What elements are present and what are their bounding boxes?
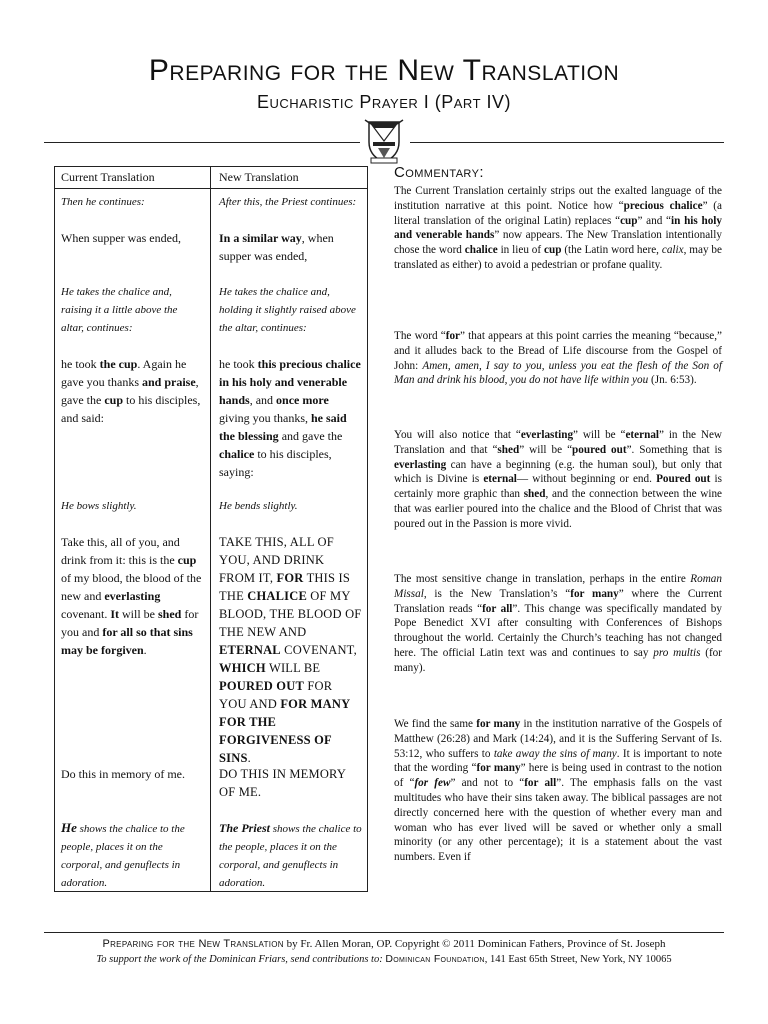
current-row-1: When supper was ended,	[61, 231, 181, 245]
new-row-2: He takes the chalice and, holding it slightly raised above the altar, continues:	[219, 286, 356, 334]
commentary-paragraph-4: The most sensitive change in translation, perhaps in the entire Roman Missal, is the New Translation’s “for many” where the Current Translation reads “for all”. This change was specifically mandated by Pope Benedict XVI after consulting with Conferences of Bishops throughout the world. Certainly the Church’s teaching has not changed here. The official Latin text was and continues to say pro multis (for many).	[394, 573, 723, 674]
new-row-4: He bends slightly.	[219, 500, 298, 512]
header-rule-right	[410, 142, 724, 143]
page-subtitle: Eucharistic Prayer I (Part IV)	[256, 92, 512, 112]
current-row-0: Then he continues:	[61, 196, 145, 208]
table-header-divider	[55, 188, 367, 189]
header-new-translation: New Translation	[219, 170, 299, 184]
new-row-6: DO THIS IN MEMORY OF ME.	[219, 767, 346, 799]
header-current-translation: Current Translation	[61, 170, 155, 184]
current-row-3: he took the cup. Again he gave you thanks and praise, gave the cup to his disciples, and said:	[61, 357, 201, 425]
current-row-2: He takes the chalice and, raising it a little above the altar, continues:	[61, 286, 178, 334]
translation-table	[54, 166, 368, 892]
page-title: Preparing for the New Translation	[148, 54, 620, 87]
new-row-1: In a similar way, when supper was ended,	[219, 231, 334, 263]
dominican-crest-icon	[363, 118, 405, 164]
footer-contribution: To support the work of the Dominican Friars, send contributions to: Dominican Foundation, 141 East 65th Street, New York, NY 10065	[96, 953, 672, 965]
new-row-0: After this, the Priest continues:	[219, 196, 357, 208]
commentary-paragraph-5: We find the same for many in the institution narrative of the Gospels of Matthew (26:28) and Mark (14:24), and it is the Suffering Servant of Is. 53:12, who suffers to take away the sins of many. It is important to note that the wording “for many” here is being used in contrast to the notion of “for few” and not to “for all”. The emphasis falls on the vast multitudes who have their sins taken away. The biblical passages are not directly concerned here with the question of whether every man and woman who has ever lived will be saved or whether only a small minority (or any other percentage); it is a statement about the vast numbers. Even if	[394, 718, 723, 864]
new-row-7: The Priest shows the chalice to the people, places it on the corporal, and genuflects in adoration.	[219, 821, 362, 889]
table-column-divider	[210, 167, 211, 891]
new-row-5: TAKE THIS, ALL OF YOU, AND DRINK FROM IT, FOR THIS IS THE CHALICE OF MY BLOOD, THE BLOOD OF THE NEW AND ETERNAL COVENANT, WHICH WILL BE POURED OUT FOR YOU AND FOR MANY FOR THE FORGIVENESS OF SINS.	[219, 535, 362, 765]
current-row-7: He shows the chalice to the people, places it on the corporal, and genuflects in adoration.	[61, 820, 185, 889]
commentary-paragraph-2: The word “for” that appears at this point carries the meaning “because,” and it alludes back to the Bread of Life discourse from the Gospel of John: Amen, amen, I say to you, unless you eat the flesh of the Son of Man and drink his blood, you do not have life within you (Jn. 6:53).	[394, 330, 722, 387]
new-row-3: he took this precious chalice in his holy and venerable hands, and once more giving you thanks, he said the blessing and gave the chalice to his disciples, saying:	[219, 357, 361, 479]
commentary-heading: Commentary:	[394, 164, 484, 181]
commentary-paragraph-3: You will also notice that “everlasting” will be “eternal” in the New Translation and that “shed” will be “poured out”. Something that is everlasting can have a beginning (e.g. the human soul), but only that which is Divine is eternal— without beginning or end. Poured out is certainly more graphic than shed, and the connection between the wine that was earlier poured into the chalice and the Blood of Christ that was poured out in the Passion is more vivid.	[394, 429, 723, 530]
current-row-5: Take this, all of you, and drink from it: this is the cup of my blood, the blood of the new and everlasting covenant. It will be shed for you and for all so that sins may be forgiven.	[61, 535, 202, 657]
current-row-4: He bows slightly.	[61, 500, 137, 512]
current-row-6: Do this in memory of me.	[61, 767, 185, 781]
footer-credit: Preparing for the New Translation by Fr. Allen Moran, OP. Copyright © 2011 Dominican Fathers, Province of St. Joseph	[102, 938, 666, 950]
footer-rule	[44, 932, 724, 933]
commentary-paragraph-1: The Current Translation certainly strips out the exalted language of the institution narrative at this point. Notice how “precious chalice” (a literal translation of the original Latin) replaces “cup” and “in his holy and venerable hands” now appears. The New Translation intentionally chose the word chalice in lieu of cup (the Latin word here, calix, may be translated as either) to avoid a pedestrian or profane quality.	[394, 185, 722, 271]
header-rule-left	[44, 142, 360, 143]
